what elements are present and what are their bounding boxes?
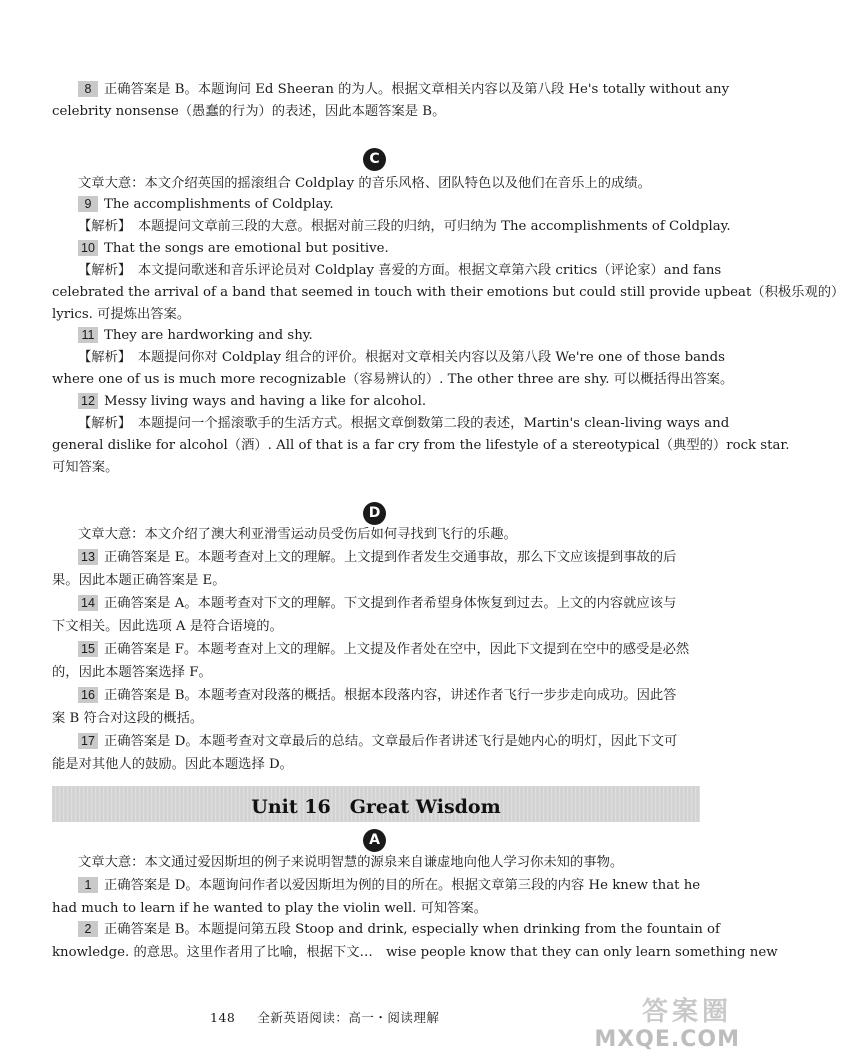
text-line: celebrity nonsense（愚蠢的行为）的表述，因此本题答案是 B。 — [52, 104, 446, 119]
question-number: 16 — [78, 687, 98, 703]
text-line: had much to learn if he wanted to play the violin well. 可知答案。 — [52, 901, 488, 916]
answer-line: 16 正确答案是 B。本题考查对段落的概括。根据本段落内容，讲述作者飞行一步步走向成功。因此答 — [78, 686, 702, 706]
text-line: knowledge. 的意思。这里作者用了比喻，根据下文… wise people know that they can only learn something new — [52, 945, 778, 960]
text-line: 能是对其他人的鼓励。因此本题选择 D。 — [52, 757, 293, 772]
question-number: 10 — [78, 240, 98, 256]
question-number: 11 — [78, 327, 98, 343]
watermark-seal: 答案圈 — [641, 997, 732, 1027]
text-line: 案 B 符合对这段的概括。 — [52, 711, 204, 726]
question-number: 9 — [78, 196, 98, 212]
question-number: 12 — [78, 393, 98, 409]
answer-line: 10 That the songs are emotional but positive. — [78, 239, 702, 259]
question-number: 8 — [78, 81, 98, 97]
text-line: 下文相关。因此选项 A 是符合语境的。 — [52, 619, 283, 634]
summary-line: 文章大意：本文介绍了澳大利亚滑雪运动员受伤后如何寻找到飞行的乐趣。 — [78, 527, 517, 542]
text-line: lyrics. 可提炼出答案。 — [52, 307, 191, 322]
unit-banner — [52, 786, 700, 822]
text-line: general dislike for alcohol（酒）. All of that is a far cry from the lifestyle of a stereotypical（典型的）rock star. — [52, 438, 790, 453]
analysis-line: 【解析】 本题提问你对 Coldplay 组合的评价。根据对文章相关内容以及第八段 We're one of those bands — [78, 350, 725, 365]
answer-line: 12 Messy living ways and having a like for alcohol. — [78, 392, 702, 412]
answer-line: 8 正确答案是 B。本题询问 Ed Sheeran 的为人。根据文章相关内容以及第八段 He's totally without any — [78, 80, 702, 100]
question-number: 17 — [78, 733, 98, 749]
text-line: celebrated the arrival of a band that seemed in touch with their emotions but could still provide upbeat（积极乐观的） — [52, 285, 844, 300]
text-line: where one of us is much more recognizable（容易辨认的）. The other three are shy. 可以概括得出答案。 — [52, 372, 734, 387]
section-a-marker: A — [363, 829, 386, 852]
answer-line: 17 正确答案是 D。本题考查对文章最后的总结。文章最后作者讲述飞行是她内心的明灯，因此下文可 — [78, 732, 702, 752]
book-title: 全新英语阅读：高一・阅读理解 — [257, 1010, 440, 1025]
section-d-marker: D — [363, 502, 386, 525]
text-line: 可知答案。 — [52, 460, 119, 475]
answer-line: 1 正确答案是 D。本题询问作者以爱因斯坦为例的目的所在。根据文章第三段的内容 He knew that he — [78, 876, 702, 896]
page-number: 148 — [210, 1010, 236, 1025]
analysis-line: 【解析】 本题提问一个摇滚歌手的生活方式。根据文章倒数第二段的表述，Martin's clean-living ways and — [78, 416, 730, 431]
analysis-line: 【解析】 本题提问文章前三段的大意。根据对前三段的归纳，可归纳为 The accomplishments of Coldplay. — [78, 219, 731, 234]
answer-line: 14 正确答案是 A。本题考查对下文的理解。下文提到作者希望身体恢复到过去。上文的内容就应该与 — [78, 594, 702, 614]
section-c-marker: C — [363, 148, 386, 171]
answer-line: 13 正确答案是 E。本题考查对上文的理解。上文提到作者发生交通事故，那么下文应该提到事故的后 — [78, 548, 702, 568]
page-footer — [210, 1008, 439, 1026]
question-number: 14 — [78, 595, 98, 611]
watermark-site: MXQE.COM — [594, 1027, 740, 1052]
answer-line: 9 The accomplishments of Coldplay. — [78, 195, 702, 215]
unit-title: Unit 16 Great Wisdom — [251, 796, 501, 818]
answer-line: 11 They are hardworking and shy. — [78, 326, 702, 346]
question-number: 15 — [78, 641, 98, 657]
question-number: 13 — [78, 549, 98, 565]
question-number: 2 — [78, 921, 98, 937]
question-number: 1 — [78, 877, 98, 893]
analysis-line: 【解析】 本文提问歌迷和音乐评论员对 Coldplay 喜爱的方面。根据文章第六段 critics（评论家）and fans — [78, 263, 722, 278]
summary-line: 文章大意：本文通过爱因斯坦的例子来说明智慧的源泉来自谦虚地向他人学习你未知的事物。 — [78, 855, 624, 870]
watermark — [570, 996, 740, 1052]
answer-line: 2 正确答案是 B。本题提问第五段 Stoop and drink, especially when drinking from the fountain of — [78, 920, 702, 940]
text-line: 的，因此本题答案选择 F。 — [52, 665, 212, 680]
answer-line: 15 正确答案是 F。本题考查对上文的理解。上文提及作者处在空中，因此下文提到在空中的感受是必然 — [78, 640, 702, 660]
text-line: 果。因此本题正确答案是 E。 — [52, 573, 226, 588]
summary-line: 文章大意：本文介绍英国的摇滚组合 Coldplay 的音乐风格、团队特色以及他们在音乐上的成绩。 — [78, 176, 651, 191]
